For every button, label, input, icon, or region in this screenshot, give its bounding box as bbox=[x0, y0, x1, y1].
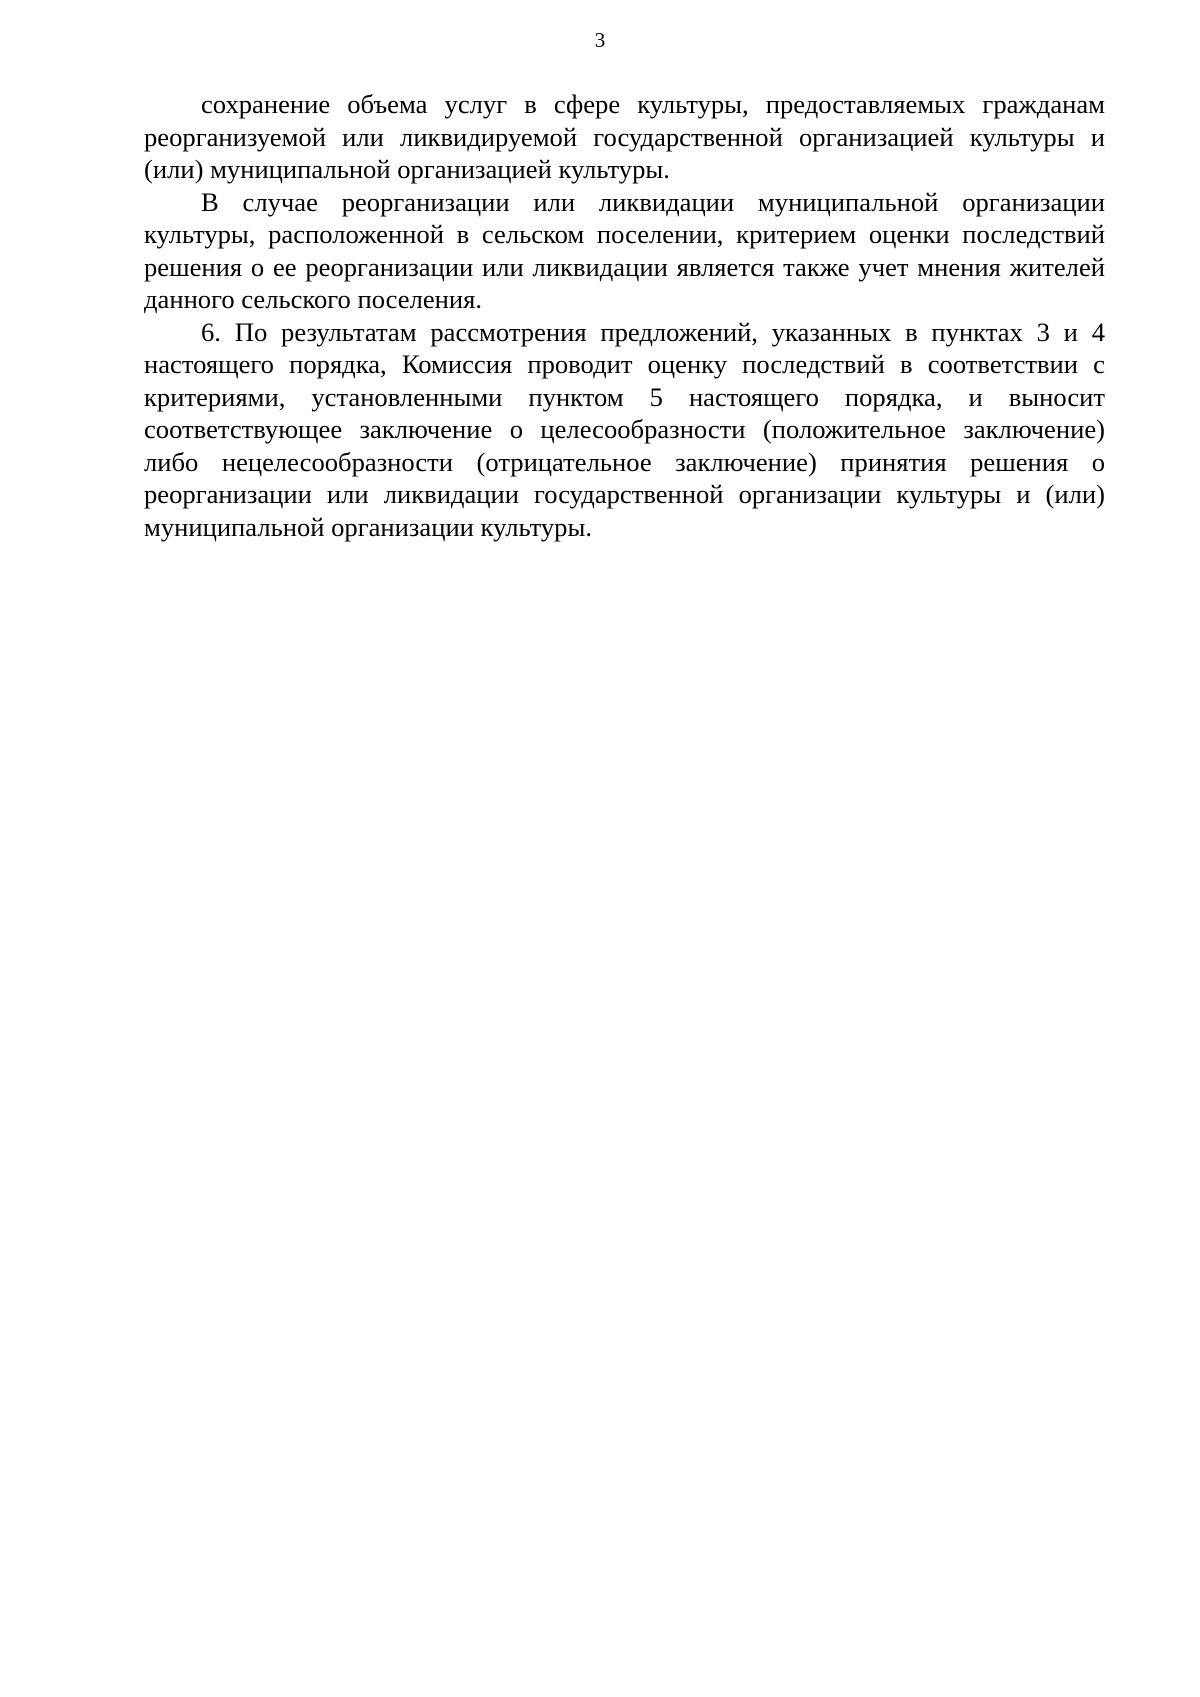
paragraph-rural-settlement: В случае реорганизации или ликвидации муниципальной организации культуры, расположенной в сельском поселении, критерием оценки последствий решения о ее реорганизации или ликвидации является также учет мнения жителей данного сельского поселения. bbox=[144, 186, 1105, 314]
paragraph-service-volume: сохранение объема услуг в сфере культуры, предоставляемых гражданам реорганизуемой или ликвидируемой государственной организацией культуры и (или) муниципальной организацией культуры. bbox=[144, 89, 1105, 184]
document-body bbox=[144, 88, 1105, 543]
paragraph-item-6: 6. По результатам рассмотрения предложений, указанных в пунктах 3 и 4 настоящего порядка, Комиссия проводит оценку последствий в соответствии с критериями, установленными пунктом 5 настоящего порядка, и выносит соответствующее заключение о целесообразности (положительное заключение) либо нецелесообразности (отрицательное заключение) принятия решения о реорганизации или ликвидации государственной организации культуры и (или) муниципальной организации культуры. bbox=[144, 316, 1105, 542]
page-number: 3 bbox=[594, 28, 606, 52]
